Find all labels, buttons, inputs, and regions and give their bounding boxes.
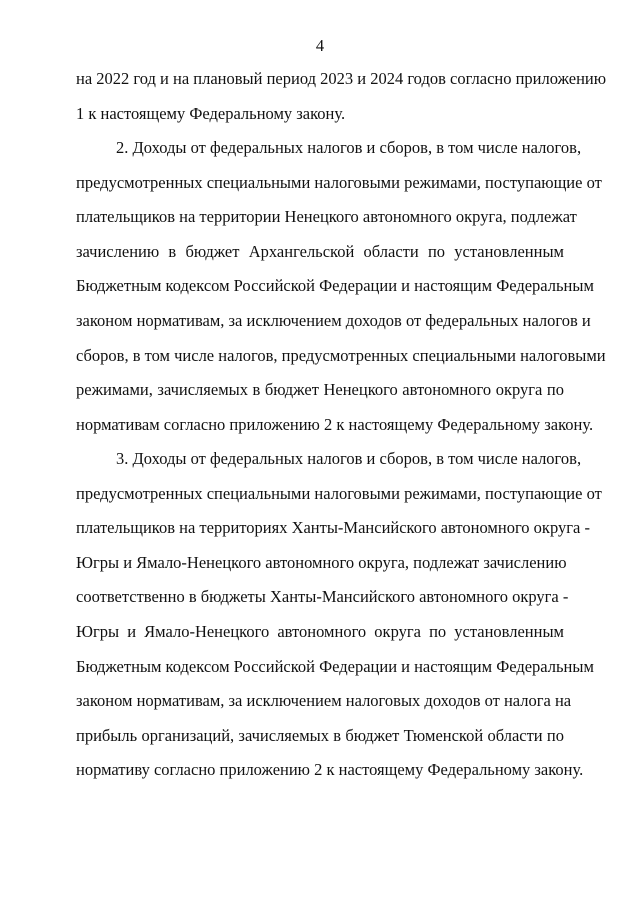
text-line: плательщиков на территории Ненецкого автономного округа, подлежат (76, 207, 577, 227)
text-line: на 2022 год и на плановый период 2023 и 2024 годов согласно приложению (76, 69, 607, 88)
text-line: 3. Доходы от федеральных налогов и сборов, в том числе налогов, (116, 449, 582, 468)
text-line: законом нормативам, за исключением налоговых доходов от налога на (76, 691, 572, 711)
text-line: нормативу согласно приложению 2 к настоящему Федеральному закону. (76, 760, 584, 780)
text-line: прибыль организаций, зачисляемых в бюджет Тюменской области по (76, 725, 564, 745)
text-line: законом нормативам, за исключением доходов от федеральных налогов и (76, 310, 591, 330)
paragraph-continuation (76, 62, 607, 131)
page-number: 4 (315, 36, 325, 55)
text-line: предусмотренных специальными налоговыми режимами, поступающие от (76, 483, 602, 503)
text-line: зачислению в бюджет Архангельской области по установленным (76, 241, 564, 261)
text-line: сборов, в том числе налогов, предусмотренных специальными налоговыми (76, 345, 606, 365)
text-line: Югры и Ямало-Ненецкого автономного округа по установленным (76, 621, 564, 641)
text-line: предусмотренных специальными налоговыми режимами, поступающие от (76, 172, 602, 192)
paragraph-item-3 (76, 442, 602, 788)
text-line: режимами, зачисляемых в бюджет Ненецкого автономного округа по (76, 380, 564, 400)
text-line: нормативам согласно приложению 2 к настоящему Федеральному закону. (76, 414, 594, 434)
text-line: Бюджетным кодексом Российской Федерации и настоящим Федеральным (76, 656, 594, 676)
text-line: 2. Доходы от федеральных налогов и сборов, в том числе налогов, (116, 138, 582, 157)
text-line: Югры и Ямало-Ненецкого автономного округа, подлежат зачислению (76, 552, 567, 572)
text-line: соответственно в бюджеты Ханты-Мансийского автономного округа - (76, 587, 569, 607)
text-line: 1 к настоящему Федеральному закону. (76, 103, 346, 123)
text-line: Бюджетным кодексом Российской Федерации и настоящим Федеральным (76, 276, 594, 296)
paragraph-item-2 (76, 131, 606, 442)
text-line: плательщиков на территориях Ханты-Мансийского автономного округа - (76, 518, 590, 538)
